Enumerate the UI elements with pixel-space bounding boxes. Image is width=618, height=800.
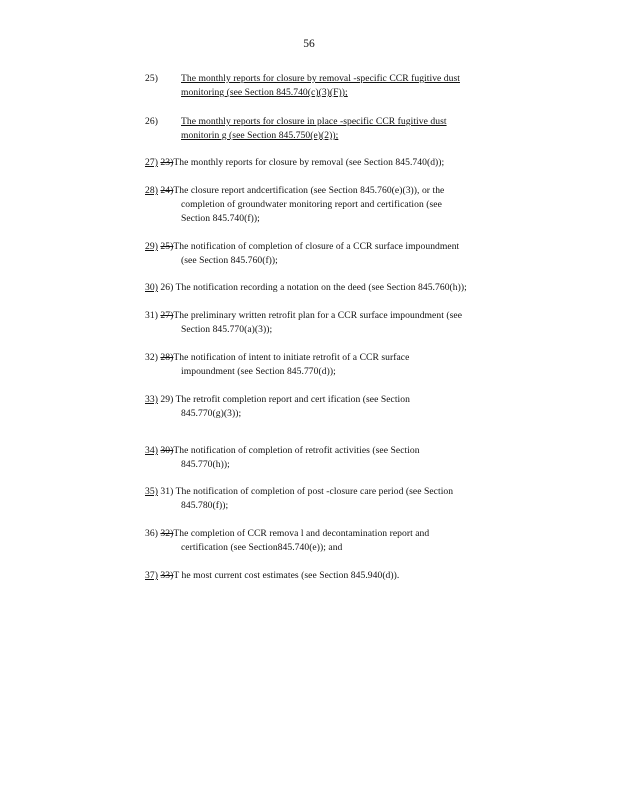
deleted-item-number: 27) xyxy=(160,310,174,321)
list-item-28 xyxy=(145,184,530,226)
list-item-25 xyxy=(145,72,530,100)
item-text-line: The notification recording a notation on the deed (see Section 845.760(h)); xyxy=(175,282,467,293)
new-item-number: 36) xyxy=(145,528,158,539)
item-text-line: completion of groundwater monitoring report and certification (see xyxy=(181,199,442,210)
item-text-line: Section 845.740(f)); xyxy=(181,213,260,224)
new-item-number: 31) xyxy=(145,310,158,321)
item-text-line: The monthly reports for closure in place -specific CCR fugitive dust xyxy=(181,116,447,127)
item-text-line: T he most current cost estimates (see Section 845.940(d)). xyxy=(173,570,400,581)
item-text-line: The completion of CCR remova l and decontamination report and xyxy=(173,528,430,539)
new-item-number: 32) xyxy=(145,352,158,363)
list-item-36 xyxy=(145,527,530,555)
item-line xyxy=(145,393,530,407)
item-number: 25) xyxy=(145,73,158,84)
list-item-26 xyxy=(145,115,530,143)
item-text-line: The notification of intent to initiate retrofit of a CCR surface xyxy=(173,352,410,363)
new-item-number: 27) xyxy=(145,157,158,168)
item-text-line: The monthly reports for closure by removal (see Section 845.740(d)); xyxy=(173,157,445,168)
item-line xyxy=(145,444,530,458)
item-line xyxy=(145,240,530,254)
list-item-29 xyxy=(145,240,530,268)
deleted-item-number: 23) xyxy=(160,157,174,168)
item-text-line: Section 845.770(a)(3)); xyxy=(181,324,273,335)
item-text-line: The notification of completion of retrofit activities (see Section xyxy=(173,445,420,456)
item-line xyxy=(145,309,530,323)
list-item-27 xyxy=(145,156,530,170)
item-text-line: The notification of completion of closure of a CCR surface impoundment xyxy=(173,241,460,252)
new-item-number: 34) xyxy=(145,445,158,456)
item-text-line: The notification of completion of post -closure care period (see Section xyxy=(175,486,454,497)
old-item-number: 29) xyxy=(160,394,174,405)
item-line xyxy=(145,527,530,541)
deleted-item-number: 30) xyxy=(160,445,174,456)
item-line xyxy=(145,184,530,198)
item-text-line: The retrofit completion report and cert ification (see Section xyxy=(175,394,410,405)
list-item-34 xyxy=(145,444,530,472)
item-text-line: monitorin g (see Section 845.750(e)(2)); xyxy=(181,130,339,141)
item-text-line: 845.780(f)); xyxy=(181,500,229,511)
list-item-33 xyxy=(145,393,530,421)
item-line xyxy=(145,156,530,170)
item-line xyxy=(145,281,530,295)
deleted-item-number: 33) xyxy=(160,570,174,581)
new-item-number: 29) xyxy=(145,241,158,252)
new-item-number: 33) xyxy=(145,394,158,405)
new-item-number: 37) xyxy=(145,570,158,581)
list-item-37 xyxy=(145,569,530,583)
new-item-number: 30) xyxy=(145,282,158,293)
item-text-line: 845.770(g)(3)); xyxy=(181,408,242,419)
list-item-31 xyxy=(145,309,530,337)
deleted-item-number: 32) xyxy=(160,528,174,539)
item-text-line: The monthly reports for closure by removal -specific CCR fugitive dust xyxy=(181,73,460,84)
old-item-number: 26) xyxy=(160,282,174,293)
item-text-line: impoundment (see Section 845.770(d)); xyxy=(181,366,336,377)
item-number: 26) xyxy=(145,116,158,127)
item-text-line: certification (see Section845.740(e)); and xyxy=(181,542,343,553)
item-line xyxy=(145,569,530,583)
deleted-item-number: 28) xyxy=(160,352,174,363)
page-number: 56 xyxy=(303,38,315,50)
deleted-item-number: 25) xyxy=(160,241,174,252)
item-text-line: (see Section 845.760(f)); xyxy=(181,255,278,266)
new-item-number: 28) xyxy=(145,185,158,196)
old-item-number: 31) xyxy=(160,486,174,497)
item-line xyxy=(145,485,530,499)
new-item-number: 35) xyxy=(145,486,158,497)
item-text-line: 845.770(h)); xyxy=(181,459,230,470)
list-item-30 xyxy=(145,281,530,295)
list-item-32 xyxy=(145,351,530,379)
item-text-line: The closure report andcertification (see Section 845.760(e)(3)), or the xyxy=(173,185,445,196)
item-line xyxy=(145,351,530,365)
item-text-line: monitoring (see Section 845.740(c)(3)(F)); xyxy=(181,87,348,98)
deleted-item-number: 24) xyxy=(160,185,174,196)
item-text-line: The preliminary written retrofit plan for a CCR surface impoundment (see xyxy=(173,310,463,321)
list-item-35 xyxy=(145,485,530,513)
